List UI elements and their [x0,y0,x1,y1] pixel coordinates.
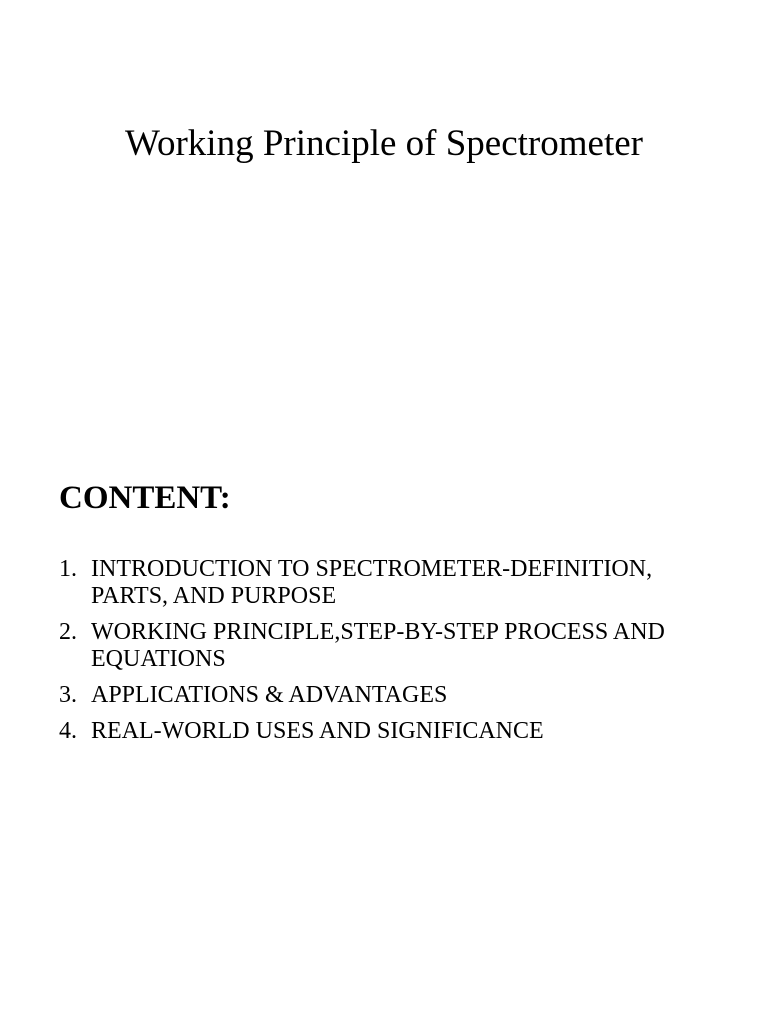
list-item-number: 2. [59,619,77,645]
list-item-text: APPLICATIONS & ADVANTAGES [91,682,448,708]
list-item-number: 4. [59,718,77,744]
list-item-text: REAL-WORLD USES AND SIGNIFICANCE [91,718,544,744]
list-item [59,556,719,610]
list-item-text: INTRODUCTION TO SPECTROMETER-DEFINITION, PARTS, AND PURPOSE [91,556,653,609]
page-title: Working Principle of Spectrometer [125,123,643,164]
content-heading: CONTENT: [59,480,231,516]
list-item-number: 3. [59,682,77,708]
list-item [59,682,719,709]
list-item-number: 1. [59,556,77,582]
list-item [59,718,719,745]
content-list [59,556,719,754]
list-item [59,619,719,673]
list-item-text: WORKING PRINCIPLE,STEP-BY-STEP PROCESS AND EQUATIONS [91,619,665,672]
